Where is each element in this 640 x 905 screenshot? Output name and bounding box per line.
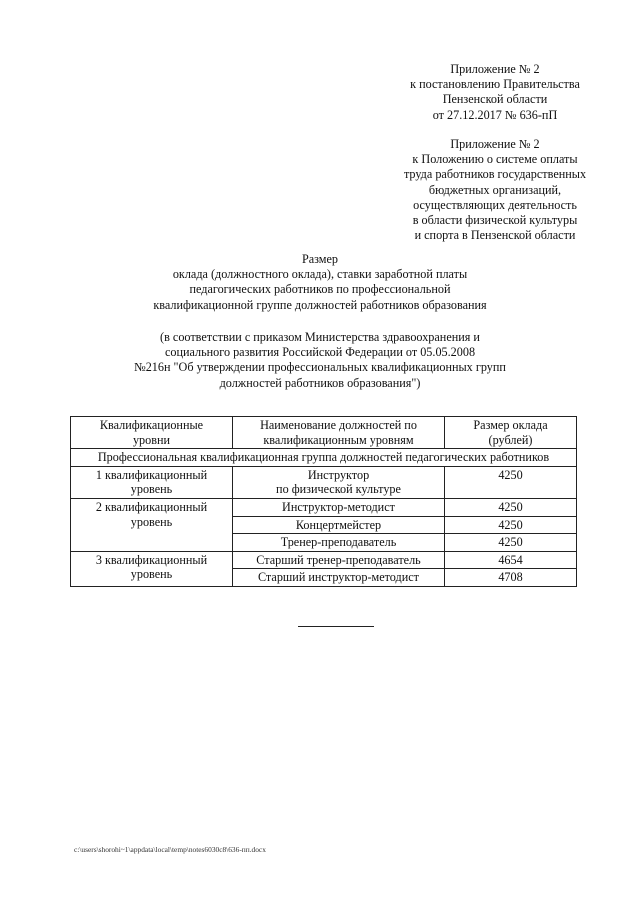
position-cell: Инструктор-методист <box>233 498 445 516</box>
document-title <box>100 252 540 313</box>
salary-cell: 4708 <box>445 569 577 587</box>
appendix-line: Приложение № 2 <box>450 62 540 76</box>
level-cell: 2 квалификационный уровень <box>71 498 233 551</box>
group-title-row <box>71 449 577 467</box>
appendix-to-regulation <box>380 137 610 243</box>
header-salary: Размер оклада (рублей) <box>445 417 577 449</box>
file-path-footer: c:\users\shorohi~1\appdata\local\temp\notes6030c8\636-пп.docx <box>74 845 266 854</box>
table-row <box>71 551 577 569</box>
title-line: оклада (должностного оклада), ставки заработной платы <box>172 267 468 282</box>
legal-basis <box>100 330 540 391</box>
table-row <box>71 466 577 498</box>
group-title: Профессиональная квалификационная группа должностей педагогических работников <box>71 449 577 467</box>
header-levels: Квалификационные уровни <box>71 417 233 449</box>
basis-line: должностей работников образования") <box>219 375 421 390</box>
salary-cell: 4250 <box>445 516 577 534</box>
position-cell: Тренер-преподаватель <box>233 534 445 552</box>
separator-line <box>298 626 374 627</box>
appendix-line: в области физической культуры <box>412 213 578 228</box>
appendix-line: к Положению о системе оплаты <box>412 152 578 167</box>
appendix-line: к постановлению Правительства <box>410 77 580 92</box>
level-cell: 1 квалификационный уровень <box>71 466 233 498</box>
position-cell: Старший тренер-преподаватель <box>233 551 445 569</box>
appendix-line: бюджетных организаций, <box>428 182 562 197</box>
position-cell: Концертмейстер <box>233 516 445 534</box>
title-line: педагогических работников по профессиональной <box>189 282 451 297</box>
position-cell: Инструктор по физической культуре <box>233 466 445 498</box>
appendix-line: от 27.12.2017 № 636-пП <box>432 107 558 122</box>
salary-cell: 4250 <box>445 534 577 552</box>
header-positions: Наименование должностей по квалификационным уровням <box>233 417 445 449</box>
appendix-line: осуществляющих деятельность <box>413 197 577 212</box>
basis-line: (в соответствии с приказом Министерства здравоохранения и <box>160 330 480 344</box>
table-row <box>71 498 577 516</box>
salary-cell: 4250 <box>445 466 577 498</box>
title-line: Размер <box>301 252 339 266</box>
salary-cell: 4250 <box>445 498 577 516</box>
appendix-line: Пензенской области <box>442 92 548 107</box>
table-header-row <box>71 417 577 449</box>
appendix-to-resolution <box>380 62 610 123</box>
salary-table <box>70 416 577 587</box>
appendix-line: труда работников государственных <box>403 167 587 182</box>
appendix-line: и спорта в Пензенской области <box>414 228 576 243</box>
basis-line: социального развития Российской Федерации от 05.05.2008 <box>164 345 476 360</box>
salary-cell: 4654 <box>445 551 577 569</box>
title-line: квалификационной группе должностей работников образования <box>153 297 487 312</box>
basis-line: №216н "Об утверждении профессиональных квалификационных групп <box>134 360 506 375</box>
position-cell: Старший инструктор-методист <box>233 569 445 587</box>
level-cell: 3 квалификационный уровень <box>71 551 233 586</box>
appendix-line: Приложение № 2 <box>450 137 540 151</box>
